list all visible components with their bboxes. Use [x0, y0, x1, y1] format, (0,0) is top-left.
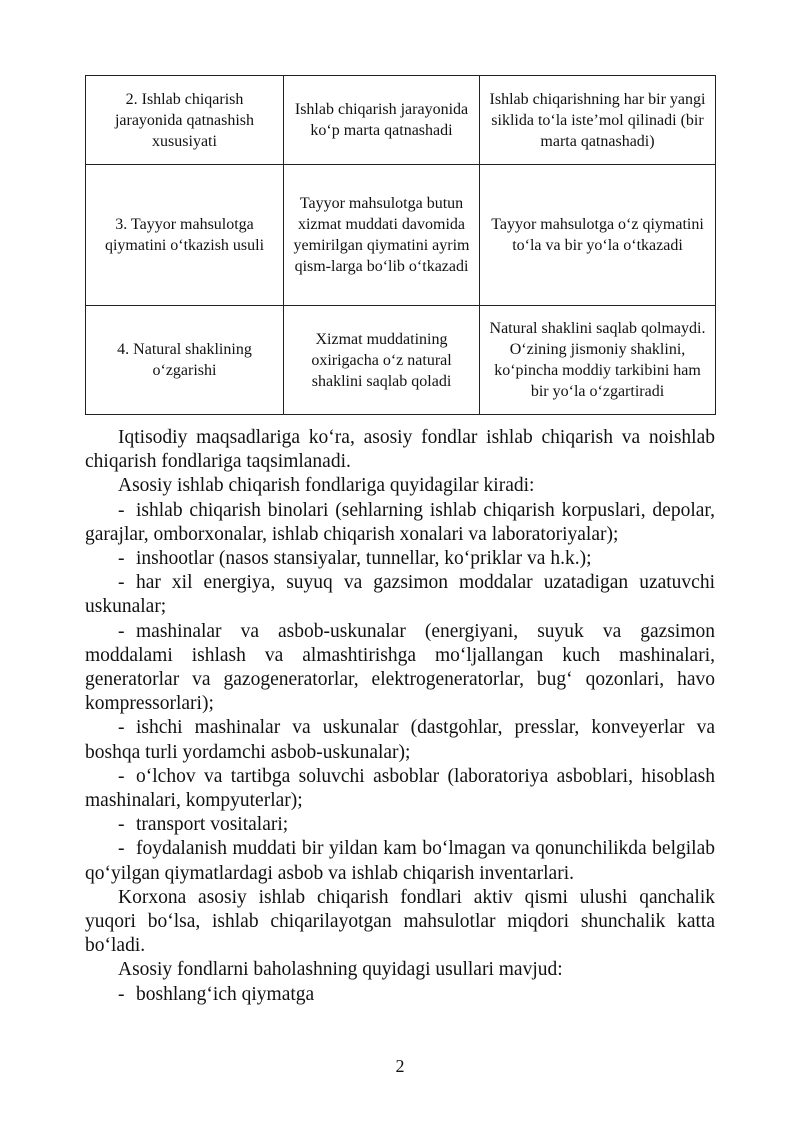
bullet-dash: - — [118, 548, 125, 570]
bullet-dash: - — [118, 572, 125, 594]
page-number: 2 — [395, 1056, 405, 1076]
comparison-table — [85, 75, 716, 415]
bullet-dash: - — [118, 717, 125, 739]
bullet-dash: - — [118, 620, 125, 642]
table-cell-working: Natural shaklini saqlab qolmaydi. Oʻzining jismoniy shaklini, koʻpincha moddiy tarkibini ham bir yoʻla oʻzgartiradi — [480, 306, 716, 415]
bullet-dash: - — [118, 499, 125, 521]
list-item-text: transport vositalari; — [136, 814, 289, 836]
list-item-text: inshootlar (nasos stansiyalar, tunnellar, koʻpriklar va h.k.); — [136, 548, 592, 570]
bullet-dash: - — [118, 765, 125, 787]
list-item — [85, 499, 715, 547]
table-row — [86, 165, 716, 306]
list-item-text: har xil energiya, suyuq va gazsimon moddalar uzatadigan uzatuvchi uskunalar; — [85, 572, 715, 618]
table-row — [86, 76, 716, 165]
list-item — [85, 983, 715, 1007]
table-cell-working: Tayyor mahsulotga oʻz qiymatini toʻla va bir yoʻla oʻtkazadi — [480, 165, 716, 306]
list-item — [85, 765, 715, 813]
table-cell-fixed: Xizmat muddatining oxirigacha oʻz natural shaklini saqlab qoladi — [284, 306, 480, 415]
table-cell-feature: 4. Natural shaklining oʻzgarishi — [86, 306, 284, 415]
table-cell-fixed: Ishlab chiqarish jarayonida koʻp marta qatnashadi — [284, 76, 480, 165]
list-item-text: foydalanish muddati bir yildan kam boʻlmagan va qonunchilikda belgilab qoʻyilgan qiymatlardagi asbob va ishlab chiqarish inventarlari. — [85, 838, 715, 884]
list-item — [85, 813, 715, 837]
paragraph: Korxona asosiy ishlab chiqarish fondlari aktiv qismi ulushi qanchalik yuqori boʻlsa, ishlab chiqarilayotgan mahsulotlar miqdori shunchalik katta boʻladi. — [85, 886, 715, 957]
table-cell-feature: 3. Tayyor mahsulotga qiymatini oʻtkazish usuli — [86, 165, 284, 306]
table-cell-feature: 2. Ishlab chiqarish jarayonida qatnashish xususiyati — [86, 76, 284, 165]
paragraph: Iqtisodiy maqsadlariga koʻra, asosiy fondlar ishlab chiqarish va noishlab chiqarish fondlariga taqsimlanadi. — [85, 427, 715, 473]
table-row — [86, 306, 716, 415]
list-item-text: boshlangʻich qiymatga — [136, 983, 315, 1005]
list-item — [85, 620, 715, 717]
list-item — [85, 547, 715, 571]
list-item-text: oʻlchov va tartibga soluvchi asboblar (laboratoriya asboblari, hisoblash mashinalari, kompyuterlar); — [85, 765, 715, 812]
list-item-text: ishchi mashinalar va uskunalar (dastgohlar, presslar, konveyerlar va boshqa turli yordamchi asbob-uskunalar); — [85, 717, 715, 763]
paragraph: Asosiy fondlarni baholashning quyidagi usullari mavjud: — [118, 959, 563, 981]
table-cell-fixed: Tayyor mahsulotga butun xizmat muddati davomida yemirilgan qiymatini ayrim qism-larga boʻlib oʻtkazadi — [284, 165, 480, 306]
list-item — [85, 837, 715, 885]
bullet-dash: - — [118, 983, 125, 1005]
list-item-text: ishlab chiqarish binolari (sehlarning ishlab chiqarish korpuslari, depolar, garajlar, omborxonalar, ishlab chiqarish xonalari va laboratoriyalar); — [85, 499, 715, 545]
list-item-text: mashinalar va asbob-uskunalar (energiyani, suyuk va gazsimon moddalami ishlash va almashtirishga moʻljallangan kuch mashinalari, generatorlar va gazogeneratorlar, elektrogeneratorlar, bugʻ qozonlari, havo kompressorlari); — [85, 620, 715, 715]
table-cell-working: Ishlab chiqarishning har bir yangi siklida toʻla isteʼmol qilinadi (bir marta qatnashadi) — [480, 76, 716, 165]
list-item — [85, 571, 715, 619]
bullet-dash: - — [118, 814, 125, 836]
body-text — [85, 426, 715, 1007]
bullet-dash: - — [118, 838, 125, 860]
list-item — [85, 716, 715, 764]
paragraph: Asosiy ishlab chiqarish fondlariga quyidagilar kiradi: — [118, 475, 535, 497]
